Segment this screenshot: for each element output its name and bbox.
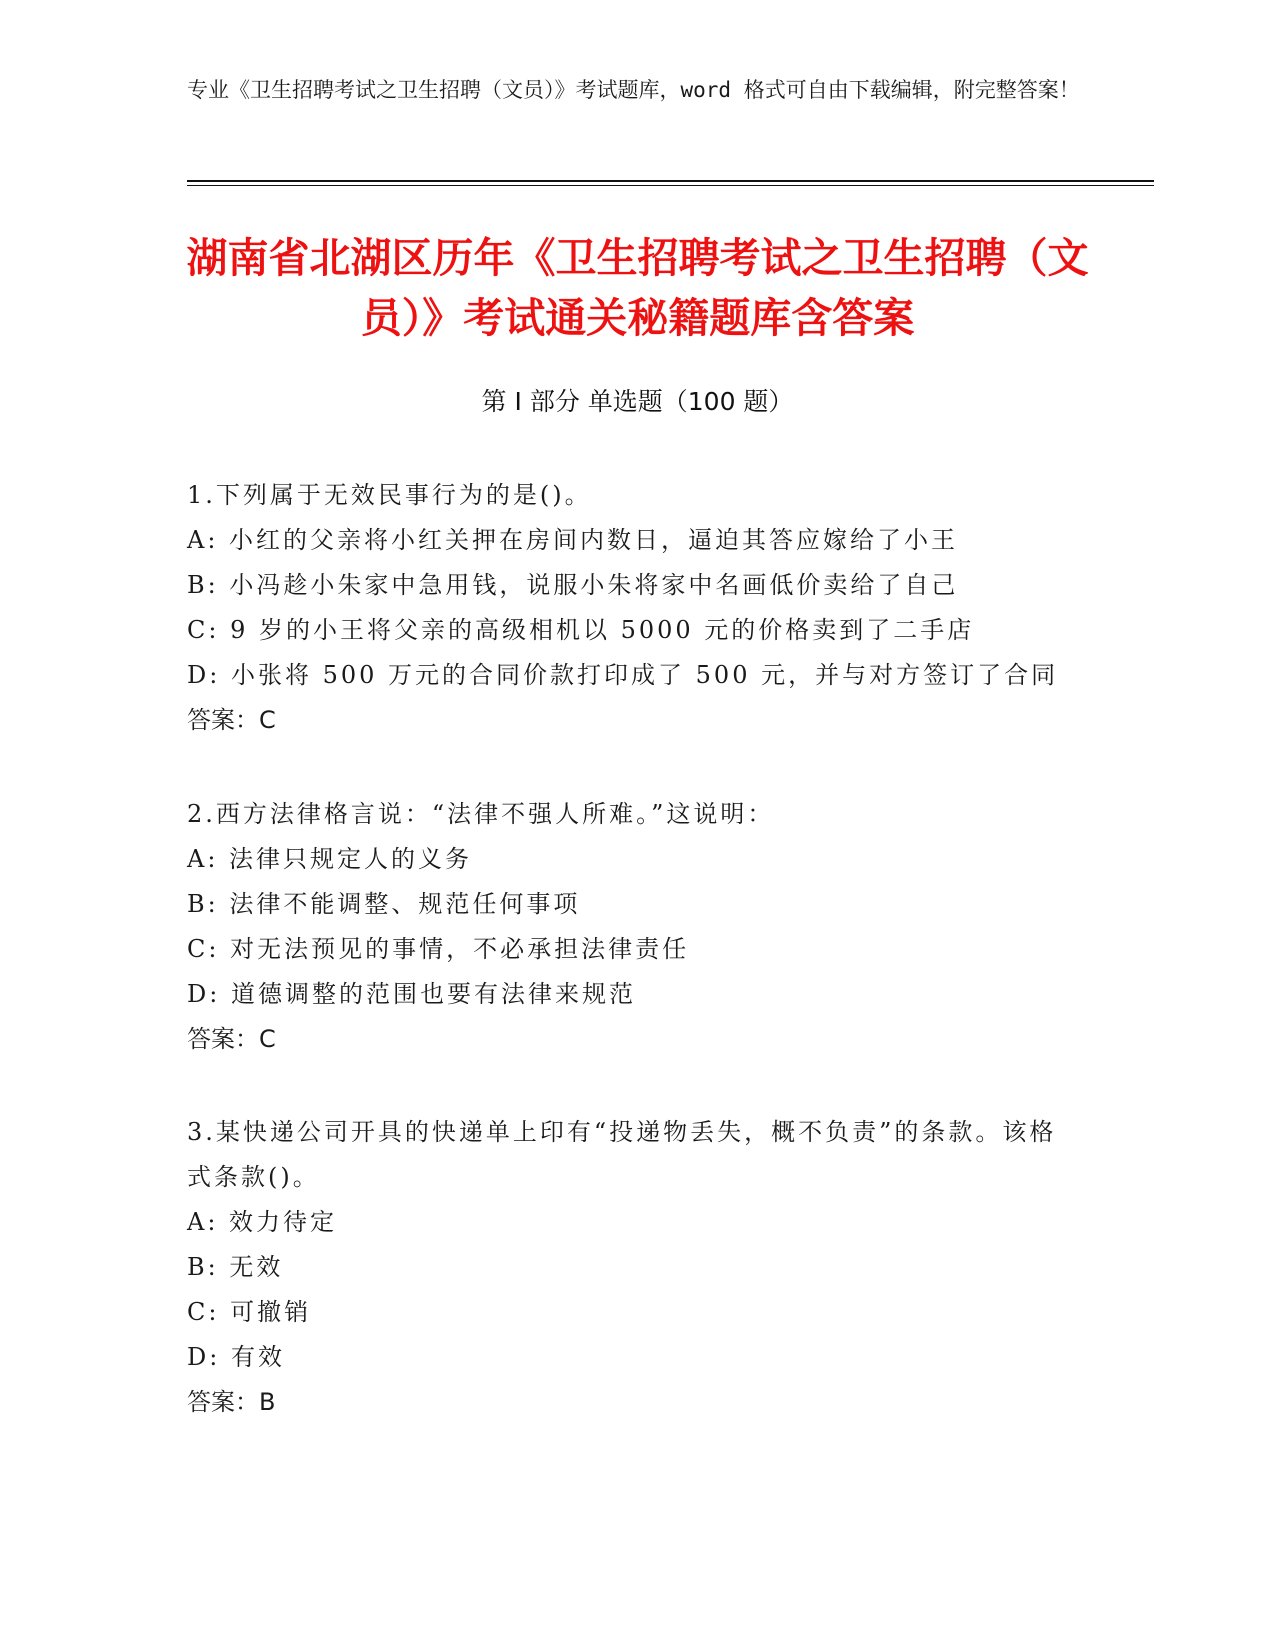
- header-divider-thin: [187, 185, 1154, 186]
- section-title: 第 I 部分 单选题（100 题）: [481, 387, 794, 416]
- option-a: A: 效力待定: [187, 1208, 338, 1236]
- question-stem: 2.西方法律格言说：“法律不强人所难。”这说明：: [187, 800, 775, 828]
- question-2: [187, 792, 1087, 1062]
- option-c: C: 可撤销: [187, 1298, 312, 1326]
- option-b: B: 法律不能调整、规范任何事项: [187, 890, 581, 918]
- option-d: D: 有效: [187, 1343, 285, 1371]
- header-divider-thick: [187, 180, 1154, 182]
- option-d: D: 小张将 500 万元的合同价款打印成了 500 元，并与对方签订了合同: [187, 661, 1059, 689]
- option-b: B: 小冯趁小朱家中急用钱，说服小朱将家中名画低价卖给了自己: [187, 571, 959, 599]
- question-stem: 1.下列属于无效民事行为的是()。: [187, 481, 592, 509]
- header-note: 专业《卫生招聘考试之卫生招聘（文员）》考试题库，word 格式可自由下载编辑，附完整答案！: [187, 78, 1080, 102]
- option-c: C: 对无法预见的事情，不必承担法律责任: [187, 935, 690, 963]
- question-stem: 3.某快递公司开具的快递单上印有“投递物丢失，概不负责”的条款。该格式条款()。: [187, 1118, 1057, 1191]
- option-c: C: 9 岁的小王将父亲的高级相机以 5000 元的价格卖到了二手店: [187, 616, 975, 644]
- option-d: D: 道德调整的范围也要有法律来规范: [187, 980, 636, 1008]
- option-b: B: 无效: [187, 1253, 284, 1281]
- question-3: [187, 1110, 1087, 1425]
- answer-text: 答案：C: [187, 706, 276, 734]
- document-title: 湖南省北湖区历年《卫生招聘考试之卫生招聘（文员）》考试通关秘籍题库含答案: [186, 234, 1089, 342]
- answer-text: 答案：B: [187, 1388, 276, 1416]
- question-1: [187, 473, 1087, 743]
- answer-text: 答案：C: [187, 1025, 276, 1053]
- option-a: A: 法律只规定人的义务: [187, 845, 473, 873]
- option-a: A: 小红的父亲将小红关押在房间内数日，逼迫其答应嫁给了小王: [187, 526, 959, 554]
